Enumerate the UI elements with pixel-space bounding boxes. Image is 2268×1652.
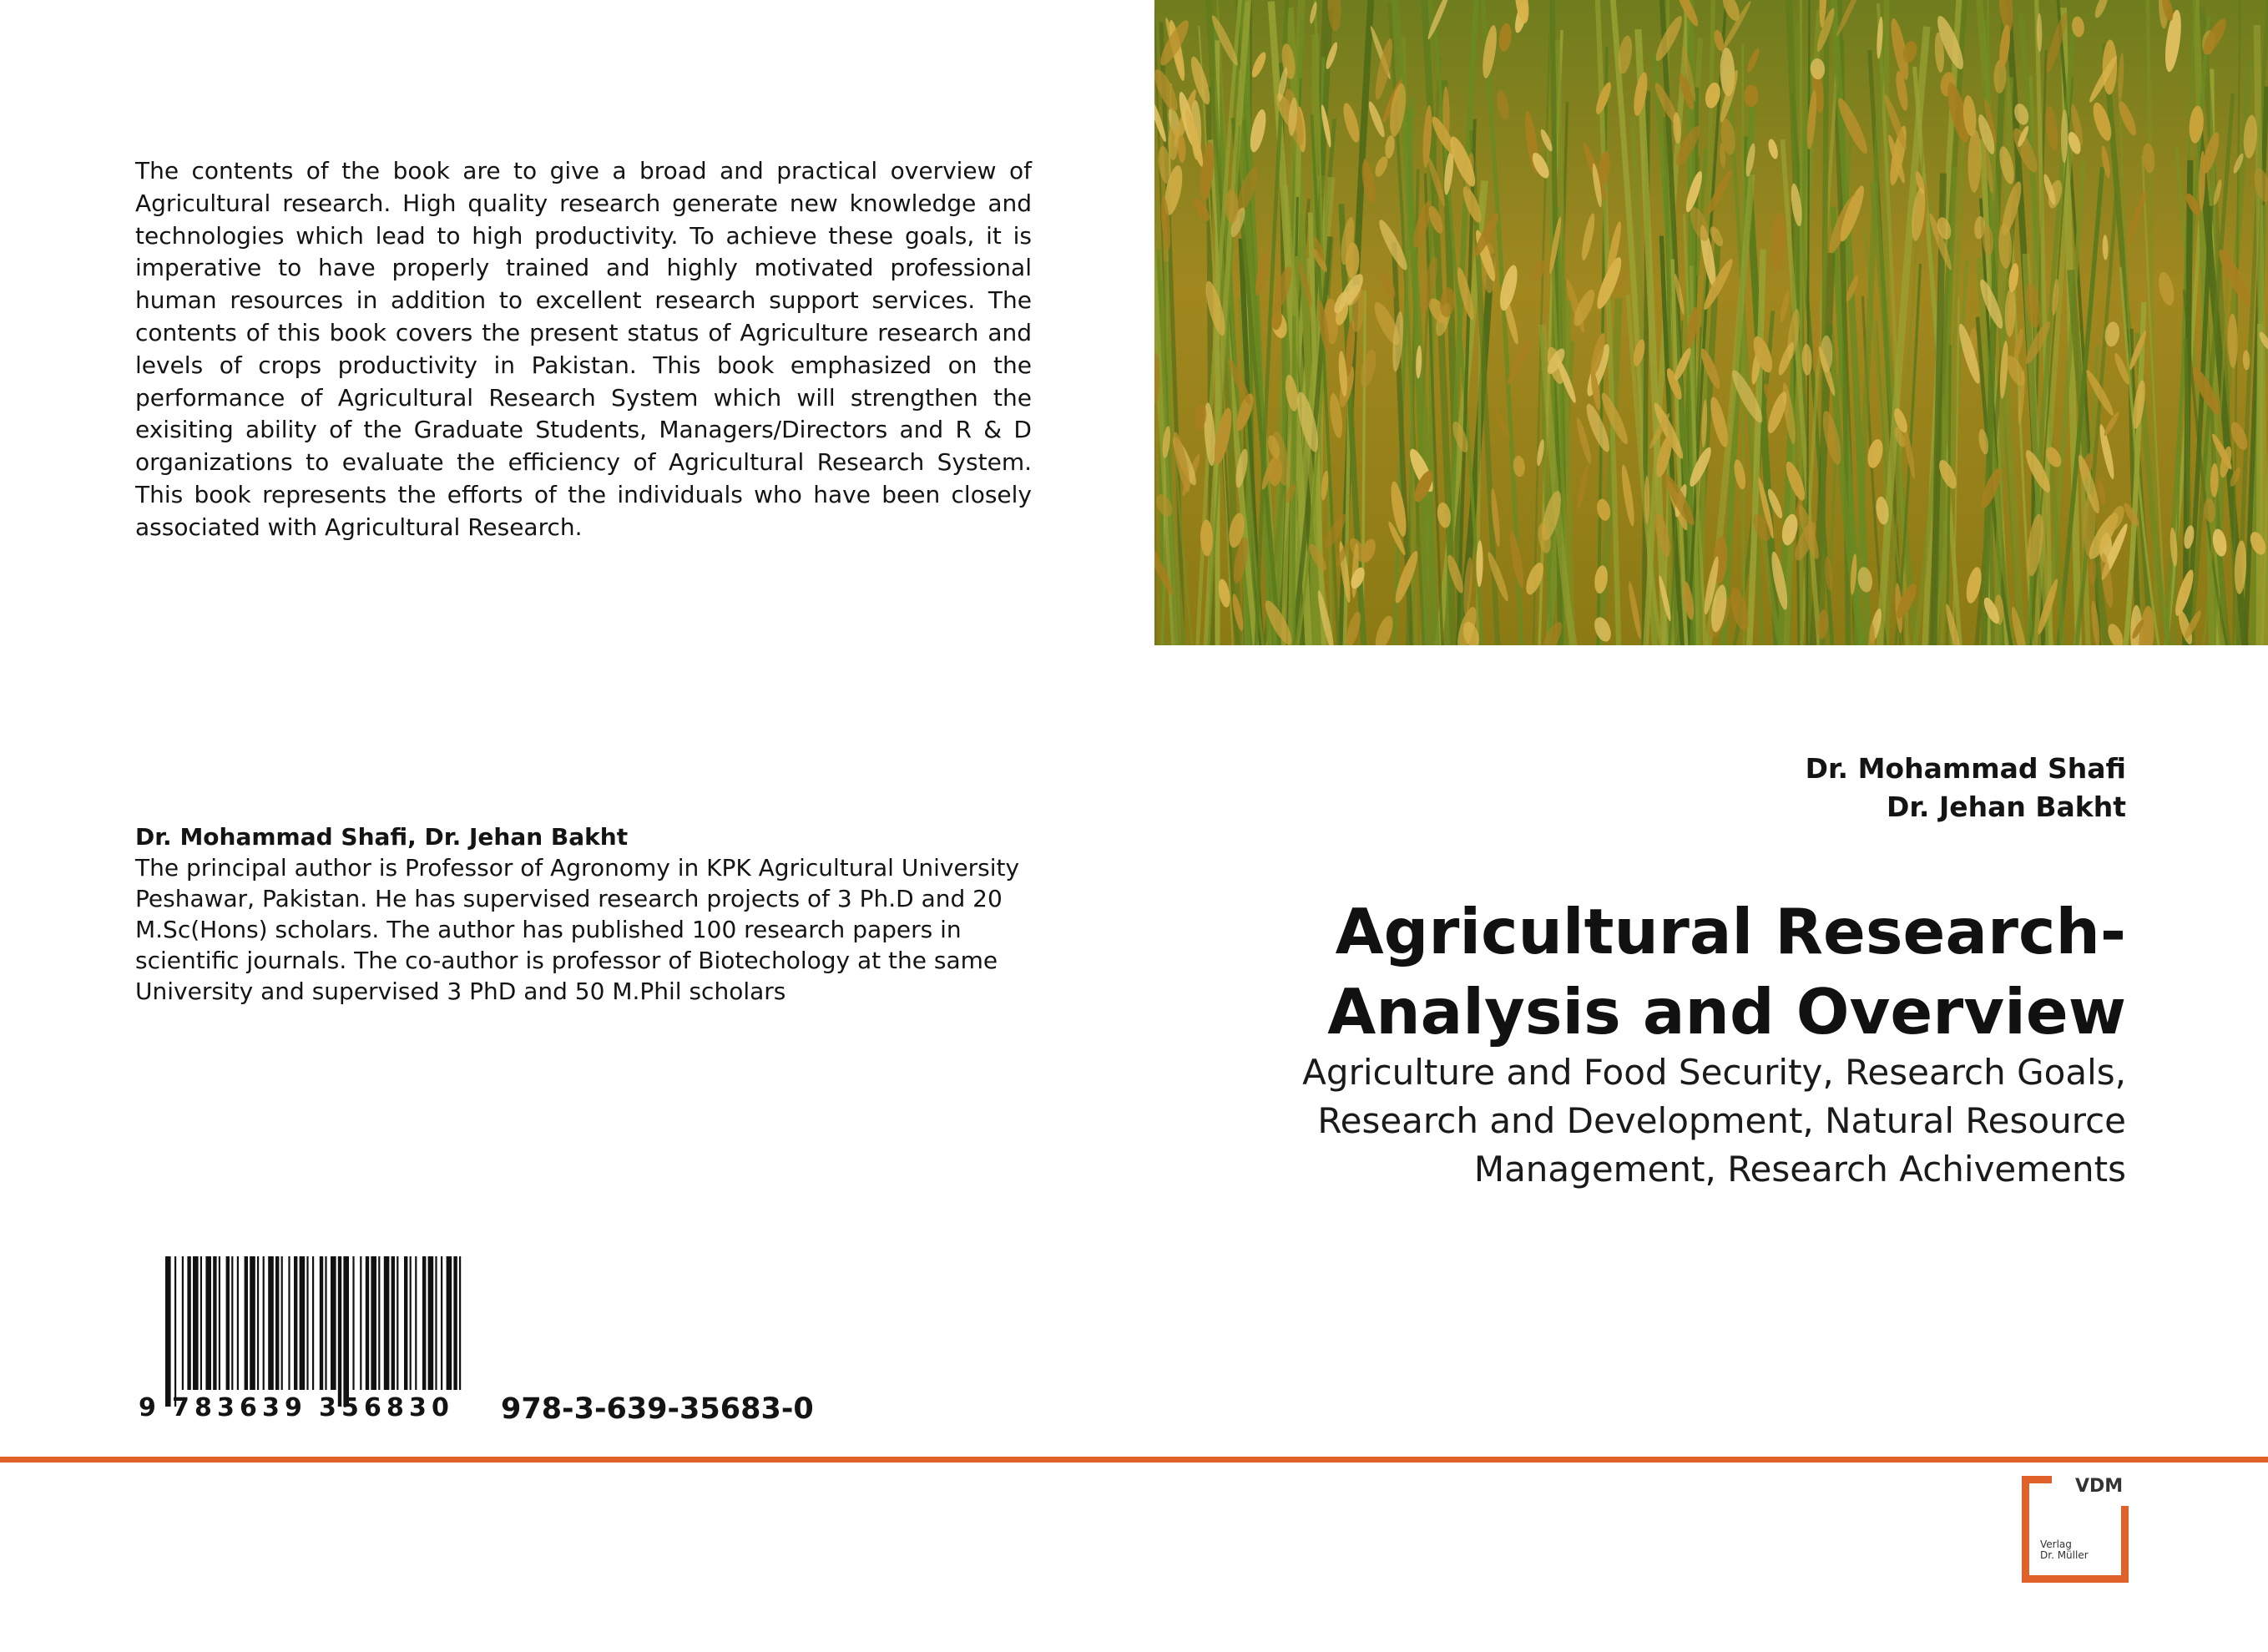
barcode <box>164 1256 466 1407</box>
barcode-bar <box>300 1256 306 1390</box>
barcode-bar <box>245 1256 248 1390</box>
barcode-bar <box>200 1256 202 1390</box>
barcode-bar <box>268 1256 274 1390</box>
barcode-bar <box>447 1256 452 1390</box>
barcode-bar <box>187 1256 190 1390</box>
barcode-bar <box>384 1256 390 1390</box>
barcode-bar <box>237 1256 239 1390</box>
logo-subtext <box>2040 1539 2089 1561</box>
barcode-digit: 0 <box>432 1393 449 1422</box>
front-cover-authors <box>1806 750 2126 826</box>
barcode-digit: 8 <box>386 1393 404 1422</box>
barcode-bar <box>193 1256 199 1390</box>
logo-line: Dr. Müller <box>2040 1549 2089 1561</box>
barcode-bar <box>371 1256 376 1390</box>
barcode-bar <box>250 1256 255 1390</box>
barcode-bar <box>174 1256 176 1407</box>
barcode-bar <box>205 1256 211 1390</box>
subtitle-line: Research and Development, Natural Resource <box>1317 1100 2126 1141</box>
barcode-bar <box>352 1256 354 1390</box>
barcode-bar <box>320 1256 323 1390</box>
book-title <box>1041 892 2126 1052</box>
barcode-bar <box>435 1256 437 1390</box>
barcode-bar <box>226 1256 230 1390</box>
book-subtitle <box>1041 1048 2126 1194</box>
barcode-digit: 6 <box>364 1393 381 1422</box>
subtitle-line: Agriculture and Food Security, Research Goals, <box>1302 1052 2126 1093</box>
isbn-number: 978-3-639-35683-0 <box>501 1392 814 1426</box>
barcode-bar <box>231 1256 233 1390</box>
barcode-bar <box>391 1256 395 1390</box>
barcode-bar <box>378 1256 380 1390</box>
author-name: Dr. Mohammad Shafi <box>1805 752 2126 785</box>
barcode-bar <box>281 1256 283 1390</box>
barcode-digit: 7 <box>172 1393 189 1422</box>
subtitle-line: Management, Research Achivements <box>1473 1149 2126 1190</box>
barcode-bar <box>453 1256 457 1390</box>
barcode-digit: 3 <box>262 1393 280 1422</box>
barcode-bar <box>325 1256 326 1390</box>
barcode-bar <box>219 1256 220 1390</box>
barcode-bar <box>397 1256 398 1390</box>
barcode-bar <box>410 1256 412 1390</box>
barcode-bar <box>338 1256 341 1407</box>
barcode-bar <box>331 1256 336 1390</box>
barcode-digit: 3 <box>217 1393 235 1422</box>
barcode-bar <box>288 1256 290 1390</box>
barcode-digit: 9 <box>285 1393 302 1422</box>
barcode-bar <box>312 1256 314 1390</box>
logo-line: Verlag <box>2040 1538 2072 1550</box>
barcode-digit: 3 <box>319 1393 336 1422</box>
title-line: Analysis and Overview <box>1327 975 2126 1048</box>
barcode-bar <box>294 1256 297 1390</box>
barcode-bar <box>306 1256 308 1390</box>
barcode-digit: 6 <box>240 1393 257 1422</box>
author-name: Dr. Jehan Bakht <box>1886 791 2126 823</box>
barcode-bar <box>263 1256 265 1390</box>
barcode-bar <box>441 1256 442 1390</box>
rice-field-photo <box>1154 0 2268 645</box>
barcode-bar <box>415 1256 417 1390</box>
barcode-bar <box>182 1256 184 1390</box>
barcode-bar <box>343 1256 349 1407</box>
barcode-bar <box>428 1256 434 1390</box>
author-bio: The principal author is Professor of Agronomy in KPK Agricultural University Peshawar, Pakistan. He has supervised research projects of 3 Ph.D and 20 M.Sc(Hons) scholars. The author has published 100 research papers in scientific journals. The co-author is professor of Biotechology at the same University and supervised 3 PhD and 50 M.Phil scholars <box>135 854 1020 1005</box>
barcode-bar <box>275 1256 279 1390</box>
barcode-bar <box>459 1256 461 1390</box>
barcode-digit: 5 <box>341 1393 359 1422</box>
barcode-digit: 9 <box>139 1393 156 1422</box>
back-cover-authors: Dr. Mohammad Shafi, Dr. Jehan Bakht <box>135 823 629 851</box>
logo-name: VDM <box>2075 1476 2124 1497</box>
barcode-bar <box>404 1256 407 1390</box>
barcode-bar <box>366 1256 369 1390</box>
barcode-bar <box>257 1256 259 1390</box>
orange-divider <box>0 1457 2268 1463</box>
back-cover-blurb: The contents of the book are to give a broad and practical overview of Agricultural research. High quality research generate new knowledge and technologies which lead to high productivity. To achieve these goals, it is imperative to have properly trained and highly motivated professional human resources in addition to excellent research support services. The contents of this book covers the present status of Agriculture research and levels of crops productivity in Pakistan. This book emphasized on the performance of Agricultural Research System which will strengthen the exisiting ability of the Graduate Students, Managers/Directors and R & D organizations to evaluate the efficiency of Agricultural Research System. This book represents the efforts of the individuals who have been closely associated with Agricultural Research. <box>135 157 1032 541</box>
barcode-bar <box>213 1256 216 1390</box>
barcode-bar <box>360 1256 361 1390</box>
vdm-publisher-logo <box>2022 1476 2129 1583</box>
barcode-digit: 3 <box>409 1393 427 1422</box>
barcode-digit: 8 <box>194 1393 212 1422</box>
barcode-bar <box>165 1256 171 1407</box>
barcode-bar <box>422 1256 426 1390</box>
title-line: Agricultural Research- <box>1335 895 2126 968</box>
